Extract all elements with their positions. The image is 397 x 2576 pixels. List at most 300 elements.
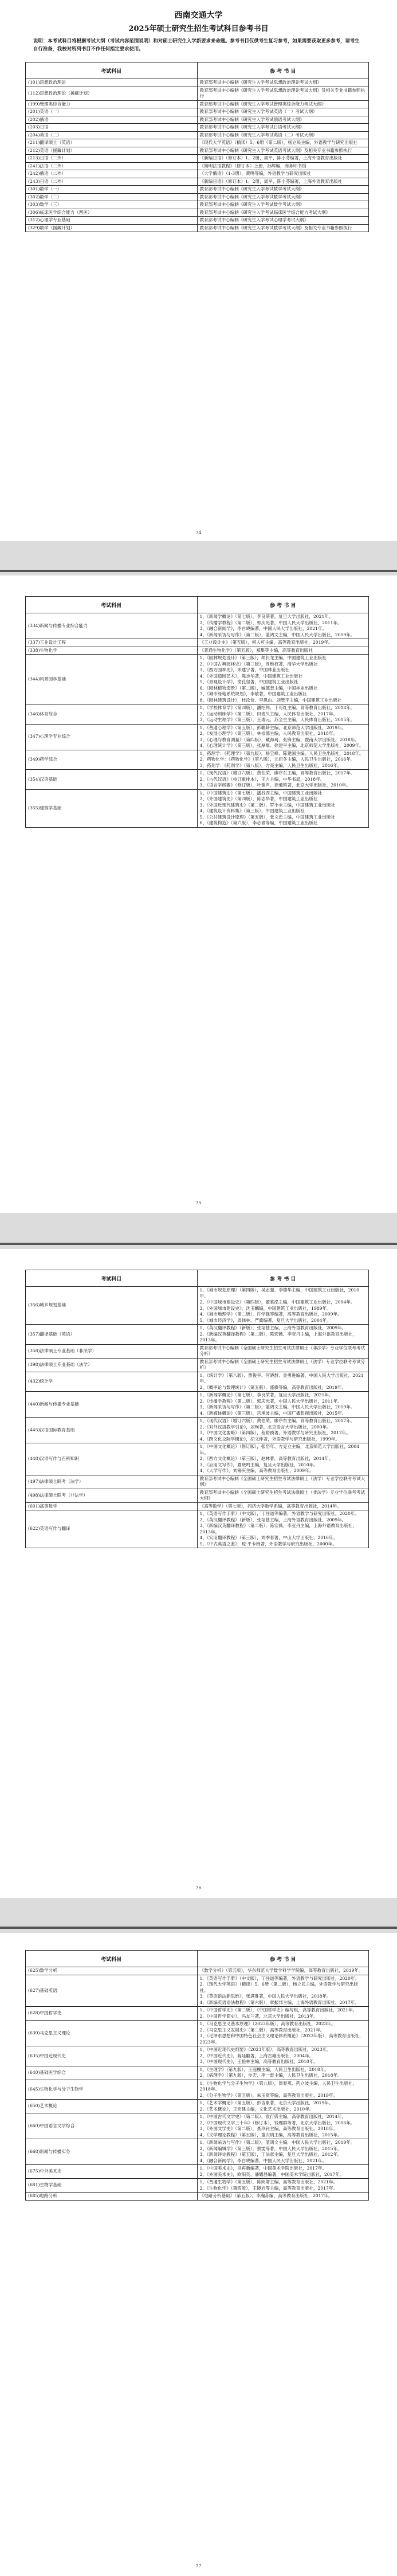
reference-books — [197, 2007, 369, 2021]
exam-subject: (312)心理学专业基础 — [26, 217, 198, 225]
reference-book-item: 2、《发展心理学》（第三版），林崇德主编，人民教育出版社，2018年。 — [199, 731, 338, 736]
reference-book-item: 1、《新闻学概论》（第七版），李良荣著，复旦大学出版社，2021年。 — [199, 614, 333, 619]
exam-subject: (199)管理类综合能力 — [26, 100, 198, 108]
table-row — [26, 1358, 369, 1372]
reference-books — [197, 1325, 369, 1345]
reference-books — [197, 217, 369, 225]
reference-book-item: 2、《马克思主义发展史》（第二版），高等教育出版社，2021年。 — [199, 2027, 325, 2033]
reference-books — [197, 647, 369, 655]
reference-book-item: 1、《学校体育学》（第四版），潘绍伟、于可红主编，高等教育出版社，2018年。 — [199, 705, 355, 710]
reference-book-item: 1、《中国美术史》，洪再新编著，中国美术学院出版社，2017年。 — [199, 2166, 327, 2171]
reference-book-item: 1、《马克思主义基本原理》（2023年版），高等教育出版社，2023年。 — [199, 2021, 336, 2026]
reference-book-item: 3、《中国现代史》，王桧林主编，高等教育出版社，2010年。 — [199, 2059, 318, 2064]
reference-books — [197, 724, 369, 750]
exam-subject: (358)法律硕士专业基础（非法学） — [26, 1344, 198, 1358]
exam-subject: (338)生物化学 — [26, 647, 198, 655]
exam-subject: (242)俄语（二外） — [26, 170, 198, 178]
reference-book-item: 2、《新编汉英翻译教程》（第二版），陈宏薇、李亚丹主编，上海外语教育出版社，2013年。 — [199, 1331, 357, 1342]
exam-subject: (448)汉语写作与百科知识 — [26, 1443, 198, 1475]
page-number: 75 — [195, 1200, 202, 1205]
reference-books — [197, 2046, 369, 2066]
table-row — [26, 124, 369, 132]
table-row — [26, 79, 369, 87]
table-row — [26, 217, 369, 225]
table-row — [26, 1489, 369, 1502]
reference-book-item: 3、《运动生理学》（第三版），王瑞元、苏全生主编，人民体育出版社，2015年。 — [199, 717, 355, 722]
reference-book-item: 1、《生理学》（第九版），王庭槐主编，人民卫生出版社，2018年。 — [199, 2066, 329, 2072]
table-row — [26, 162, 369, 170]
exam-subject: (356)城乡规划基础 — [26, 1287, 198, 1325]
reference-books — [197, 1392, 369, 1418]
reference-book-item: 2、《中国古典园林史》（第三版），周维权著，清华大学出版社 — [199, 661, 318, 667]
reference-books — [197, 124, 369, 132]
reference-book-item: 2、《病理学》（第九版），步宏、李一雷主编，人民卫生出版社，2018年。 — [199, 2073, 342, 2078]
reference-books — [197, 224, 369, 232]
reference-book-item: 教育部考试中心编制《研究生入学考试数学考试大纲》及相关专业书籍参照执行 — [199, 225, 352, 230]
table-row — [26, 2100, 369, 2113]
exam-subject: (650)艺术概论 — [26, 2100, 198, 2113]
table-row — [26, 647, 369, 655]
page-separator — [0, 1927, 397, 1929]
exam-subject: (346)体育综合 — [26, 704, 198, 725]
exam-subject: (303)数学（三） — [26, 201, 198, 209]
reference-book-item: 2、《生物化学》（第四版），王镜岩等主编，高等教育出版社，2017年。 — [199, 2185, 338, 2191]
table-row — [26, 613, 369, 639]
table-row — [26, 224, 369, 232]
table-row — [26, 1372, 369, 1392]
reference-book-item: 4、《大学写作》，刘锡庆主编，高等教育出版社，2009年。 — [199, 1468, 314, 1473]
table-row — [26, 1967, 369, 1975]
exam-subject: (306)临床医学综合能力（西医） — [26, 209, 198, 217]
table-row — [26, 655, 369, 704]
reference-book-item: 《电路分析基础》（第五版），李瀚荪编，高等教育出版社，2017年。 — [199, 2193, 333, 2198]
exam-subject: (349)药学综合 — [26, 750, 198, 770]
reference-book-item: 7、《城市绿地系统规划》，李敏著，中国建筑工业出版社 — [199, 691, 307, 696]
reference-book-item: 1、《城市规划原理》（第四版），吴志强、李德华主编，中国建筑工业出版社，2010年。 — [199, 1287, 360, 1299]
table-row — [26, 2007, 369, 2021]
exam-subject: (440)新闻与传播专业基础 — [26, 1392, 198, 1418]
reference-books — [197, 108, 369, 116]
page-separator — [0, 570, 397, 572]
reference-book-item: 教育部考试中心编制《研究生入学考试俄语考试大纲》 — [199, 116, 304, 122]
reference-books — [197, 186, 369, 194]
col-header-books: 参 考 书 目 — [197, 62, 369, 79]
exam-subject: (445)汉语国际教育基础 — [26, 1418, 198, 1443]
exam-subject: (347)心理学专业综合 — [26, 724, 198, 750]
reference-books — [197, 1975, 369, 2007]
reference-book-item: 教育部考试中心编制《研究生入学考试英语（一）考试大纲》 — [199, 109, 317, 114]
reference-book-item: 2、《中国城市建设史》（第四版），董鉴泓主编，中国建筑工业出版社，2004年。 — [199, 1299, 355, 1305]
reference-books — [197, 1287, 369, 1325]
school-name: 西南交通大学 — [174, 11, 223, 20]
reference-book-item: 3、《毛泽东思想和中国特色社会主义理论体系概论》（2023年版），高等教育出版社，2023年。 — [199, 2033, 364, 2045]
col-header-subject: 考试科目 — [26, 1951, 198, 1967]
reference-book-item: 2、《西方文化概论》（第三版），赵林著，高等教育出版社，2014年。 — [199, 1456, 333, 1461]
reference-book-item: 《高等数学》（第七版），同济大学数学系编，高等教育出版社，2014年。 — [199, 1503, 341, 1509]
reference-book-item: 3、《应用文写作》，夏晓鸣主编，复旦大学出版社，2010年。 — [199, 1462, 318, 1467]
col-header-books: 参 考 书 目 — [197, 597, 369, 613]
reference-books — [197, 655, 369, 704]
exam-subject: (302)数学（二） — [26, 193, 198, 201]
exam-subject: (329)数学（援藏计划） — [26, 224, 198, 232]
reference-books — [197, 2165, 369, 2179]
reference-book-item: 3、《外国文学史》（第二版），聂珍钊主编，高等教育出版社，2018年。 — [199, 2126, 338, 2131]
table-row — [26, 2179, 369, 2193]
exam-subject: (660)中国语言文学综合 — [26, 2113, 198, 2139]
table-row — [26, 116, 369, 124]
exam-subject: (625)数学分析 — [26, 1967, 198, 1975]
reference-book-item: 教育部考试中心编制《研究生入学考试数学考试大纲》 — [199, 186, 304, 191]
exam-subject: (112)思想政治理论（援藏计划） — [26, 87, 198, 100]
reference-book-item: 1、《英汉翻译教程》（新版），张培基主编，上海外语教育出版社，2009年。 — [199, 1325, 347, 1330]
exam-subject: (204)英语（二） — [26, 131, 198, 139]
reference-books — [197, 1358, 369, 1372]
exam-subject: (357)翻译基础（英语） — [26, 1325, 198, 1345]
reference-book-item: 3、《中国文化要略》（第四版），程裕祯著，外语教学与研究出版社，2017年。 — [199, 1430, 351, 1435]
exam-subject: (334)新闻与传播专业综合能力 — [26, 613, 198, 639]
exam-subject: (213)日语（二外） — [26, 155, 198, 163]
reference-book-item: 1、《中国古代文学史》（第二版），袁行霈主编，高等教育出版社，2014年。 — [199, 2114, 347, 2119]
reference-book-item: 教育部考试中心编制《研究生入学考试思想政治理论考试大纲》及相关专业书籍参照执行 — [199, 87, 365, 99]
table-row — [26, 201, 369, 209]
reference-book-item: 1、药理学：《药理学》（第九版），杨宝峰、陈建国主编，人民卫生出版社，2018年。 — [199, 750, 364, 756]
exam-subject: (344)风景园林基础 — [26, 655, 198, 704]
reference-book-item: 1、《普通生物学》（第五版），陈阅增主编，高等教育出版社，2021年。 — [199, 2179, 338, 2184]
table-row — [26, 1510, 369, 1548]
reference-book-item: 教育部考试中心编制《研究生入学考试管理类综合能力考试大纲》 — [199, 101, 326, 107]
reference-book-item: 1、《新闻采访与写作》（第二版），蓝鸿文主编，中国人民大学出版社，2019年。 — [199, 2140, 355, 2145]
exam-subject: (635)中国近现代史 — [26, 2046, 198, 2066]
reference-book-item: 1、《新闻学概论》（第七版），李良荣著，复旦大学出版社，2021年。 — [199, 1392, 333, 1397]
reference-books — [197, 2021, 369, 2046]
table-row — [26, 2021, 369, 2046]
reference-books — [197, 131, 369, 139]
exam-subject: (668)新闻与传播实务 — [26, 2139, 198, 2165]
table-row — [26, 193, 369, 201]
exam-subject: (202)俄语 — [26, 116, 198, 124]
reference-book-item: 1、《中国近现代史纲要》（2023年版），高等教育出版社，2023年。 — [199, 2047, 332, 2052]
document-page-1 — [0, 0, 397, 541]
reference-book-item: 2、《古代汉语》（校订重排本），王力主编，中华书局，2018年。 — [199, 776, 325, 782]
reference-book-item: 2、《艺术概论》，王宏建主编，文化艺术出版社，2010年。 — [199, 2106, 314, 2112]
reference-books — [197, 639, 369, 647]
table-row — [26, 1975, 369, 2007]
reference-books — [197, 201, 369, 209]
reference-book-item: 1、《艺术学概论》（第五版），彭吉象著，北京大学出版社，2019年。 — [199, 2100, 333, 2105]
reference-books — [197, 2193, 369, 2201]
reference-books — [197, 1510, 369, 1548]
reference-book-item: 1、《园林规划设计》（第三版），胡长龙主编，中国建筑工业出版社 — [199, 655, 327, 660]
exam-subject: (101)思想政治理论 — [26, 79, 198, 87]
reference-book-item: 教育部考试中心编制《全国硕士研究生招生考试法律硕士（法学）专业学位联考考试分析》 — [199, 1359, 365, 1370]
reference-book-item: 3、《新闻评论教程》（第五版），丁法章主编，复旦大学出版社，2012年。 — [199, 2152, 342, 2157]
document-page-2 — [0, 576, 397, 1213]
catalog-table — [25, 1270, 369, 1548]
col-header-books: 参 考 书 目 — [197, 1951, 369, 1967]
page-number: 77 — [195, 2563, 202, 2569]
reference-book-item: 2、《中国哲学简史》，冯友兰著，北京大学出版社，2013年。 — [199, 2013, 318, 2019]
exam-subject: (675)中外美术史 — [26, 2165, 198, 2179]
exam-subject: (601)高等数学 — [26, 1502, 198, 1510]
table-row — [26, 100, 369, 108]
reference-books — [197, 750, 369, 770]
table-row — [26, 87, 369, 100]
reference-book-item: 2、《传播学教程》（第二版），郭庆光著，中国人民大学出版社，2011年。 — [199, 1398, 342, 1404]
reference-books — [197, 2080, 369, 2100]
reference-book-item: 教育部考试中心编制《研究生入学考试数学考试大纲》 — [199, 202, 304, 207]
table-row — [26, 139, 369, 147]
reference-book-item: 1、《统计学》（第八版），贾俊平、何晓群、金勇进编著，中国人民大学出版社，2021年。 — [199, 1372, 364, 1384]
reference-book-item: 3、《西方园林史》，朱建宁著，中国林业出版社 — [199, 667, 290, 672]
table-row — [26, 1392, 369, 1418]
reference-book-item: 《简明法语教程》（修订本）上册，孙辉编，商务印书馆 — [199, 163, 306, 169]
reference-book-item: 4、《跨文化交际学概论》，胡文仲著，外语教学与研究出版社，1999年。 — [199, 1436, 340, 1442]
exam-subject: (432)统计学 — [26, 1372, 198, 1392]
reference-book-item: 《工业设计史》（第五版），何人可主编，高等教育出版社，2019年。 — [199, 640, 333, 645]
reference-book-item: 4、《新闻采访与写作》（第二版），蓝鸿文主编，中国人民大学出版社，2019年。 — [199, 632, 355, 637]
table-row — [26, 1475, 369, 1489]
reference-book-item: 4、《心理统计学》（第三版），张厚粲、徐建平主编，北京师范大学出版社，2009年。 — [199, 743, 364, 748]
col-header-subject: 考试科目 — [26, 1270, 198, 1287]
reference-book-item: 《大学俄语》（1-3册），黄鸣等编，外语教学与研究出版社 — [199, 171, 311, 176]
reference-books — [197, 162, 369, 170]
reference-book-item: 4、《新编英语语法教程》（第六版），章振邦主编，上海外语教育出版社，2017年。 — [199, 1999, 360, 2005]
document-page-3 — [0, 1249, 397, 1898]
reference-book-item: 教育部考试中心编制《研究生入学考试思想政治理论考试大纲》 — [199, 80, 322, 85]
table-row — [26, 704, 369, 725]
reference-book-item: 3、《英语语法新思维》，张满胜著，中国人民大学出版社，2018年。 — [199, 1994, 331, 1999]
table-row — [26, 209, 369, 217]
reference-books — [197, 789, 369, 827]
table-row — [26, 178, 369, 186]
reference-book-item: 4、《外国造园艺术》，陈志华著，中国建筑工业出版社 — [199, 673, 302, 679]
reference-books — [197, 79, 369, 87]
catalog-table — [25, 1950, 369, 2201]
reference-book-item: 教育部考试中心编制《研究生入学考试心理学考试大纲》 — [199, 217, 309, 222]
reference-book-item: 2、《外国美术史》，欧阳英、潘耀昌编著，中国美术学院出版社，2017年。 — [199, 2171, 344, 2177]
reference-book-item: 1、《中国文化概论》（修订版），张岱年、方克立主编，北京师范大学出版社，2004年。 — [199, 1444, 360, 1455]
reference-book-item: 3、《外国近现代建筑史》（第二版），罗小未主编，中国建筑工业出版社 — [199, 802, 335, 808]
reference-books — [197, 209, 369, 217]
reference-book-item: 教育部考试中心编制《全国硕士研究生招生考试法律硕士（非法学）专业学位联考考试大纲》 — [199, 1489, 365, 1501]
reference-book-item: 《普通生物化学》（第五版），郑集等主编，高等教育出版社 — [199, 647, 313, 653]
reference-book-item: 1、《现代汉语》（增订六版），黄伯荣、廖序东主编，高等教育出版社，2017年。 — [199, 770, 355, 776]
exam-subject: (681)生物学基础 — [26, 2179, 198, 2193]
reference-books — [197, 2179, 369, 2193]
reference-book-item: 2、《新闻编辑学》（第三版），蔡雯等著，中国人民大学出版社，2015年。 — [199, 2146, 342, 2151]
reference-books — [197, 147, 369, 155]
reference-book-item: 5、《公共建筑设计原理》（第五版），张文忠主编，中国建筑工业出版社 — [199, 814, 335, 820]
exam-subject: (398)法律硕士专业基础（法学） — [26, 1358, 198, 1372]
reference-book-item: 4、《新媒体概论》（第三版），宫承波主编，中国广播影视出版社，2015年。 — [199, 1410, 347, 1416]
reference-books — [197, 1489, 369, 1502]
reference-books — [197, 170, 369, 178]
reference-books — [197, 178, 369, 186]
reference-books — [197, 2113, 369, 2139]
exam-subject: (685)电路分析 — [26, 2193, 198, 2201]
col-header-books: 参 考 书 目 — [197, 1270, 369, 1287]
reference-books — [197, 193, 369, 201]
table-row — [26, 750, 369, 770]
exam-subject: (640)基础医学综合 — [26, 2066, 198, 2080]
reference-book-item: 2、《外国建筑史》（第四版），陈志华著，中国建筑工业出版社 — [199, 796, 318, 801]
reference-book-item: 6、《园林植物造景》（第二版），臧德奎主编，中国林业出版社 — [199, 685, 318, 691]
table-row — [26, 1325, 369, 1345]
reference-book-item: 2、《英汉翻译教程》（新版），张培基主编，上海外语教育出版社，2009年。 — [199, 1517, 347, 1522]
reference-book-item: 2、《对外汉语教学引论》，刘珣著，北京语言大学出版社，2000年。 — [199, 1424, 331, 1430]
reference-book-item: 《新编日语》（修订本）1、2册，周平、陈小芬编著，上海外语教育出版社 — [199, 178, 343, 184]
reference-book-item: 3、《外国城市建设史》，沈玉麟编，中国建筑工业出版社，1989年。 — [199, 1305, 331, 1311]
reference-book-item: 教育部考试中心编制《研究生入学考试日语考试大纲》 — [199, 124, 304, 130]
reference-book-item: 2、《中国现代文学三十年》（修订本），钱理群等著，北京大学出版社，2016年。 — [199, 2120, 355, 2125]
document-note: 说明：本考试科目将根据考试大纲（考试内容范围说明）和对硕士研究生入学新要求来命题。参考书目仅供考生复习参考，如果需要获取更多参考，请考生自行准备，我校对所列书目不作任何指定要求使用。 — [33, 38, 360, 52]
reference-books — [197, 155, 369, 163]
table-row — [26, 131, 369, 139]
col-header-subject: 考试科目 — [26, 597, 198, 613]
table-row — [26, 1418, 369, 1443]
table-row — [26, 2193, 369, 2201]
reference-books — [197, 770, 369, 790]
reference-book-item: 1、《英语写作手册》（中文版），丁往道等编著，外语教学与研究出版社，2020年。 — [199, 1975, 360, 1981]
reference-book-item: 3、《语言学纲要》（修订版），叶蜚声、徐通锵著，北京大学出版社，2010年。 — [199, 782, 351, 788]
reference-books — [197, 87, 369, 100]
reference-books — [197, 2066, 369, 2080]
page-number: 74 — [195, 530, 202, 535]
reference-books — [197, 2100, 369, 2113]
table-row — [26, 1443, 369, 1475]
reference-book-item: 6、《建筑构造》（第六版），李必瑜等编，中国建筑工业出版社 — [199, 820, 318, 825]
reference-book-item: 教育部考试中心编制《研究生入学考试英语（二）考试大纲》 — [199, 132, 317, 138]
exam-subject: (355)建筑学基础 — [26, 789, 198, 827]
table-row — [26, 770, 369, 790]
table-row — [26, 2046, 369, 2066]
exam-subject: (212)英语（援藏计划） — [26, 147, 198, 155]
reference-book-item: 教育部考试中心编制《全国硕士研究生招生考试法律硕士（非法学）专业学位联考考试分析》 — [199, 1345, 365, 1356]
table-row — [26, 186, 369, 194]
exam-subject: (211)翻译硕士（英语） — [26, 139, 198, 147]
reference-book-item: 1、《生物化学与分子生物学》（第九版），周春燕、药立波主编，人民卫生出版社，2018年。 — [199, 2080, 357, 2092]
table-row — [26, 1344, 369, 1358]
reference-book-item: 2、《中国近代史》，蒋廷黻著，上海古籍出版社，2004年。 — [199, 2053, 314, 2058]
reference-book-item: 4、《融合新闻学》，李白晓编著，中国人民大学出版社，2021年。 — [199, 2158, 327, 2163]
reference-books — [197, 1967, 369, 1975]
exam-subject: (627)基础英语 — [26, 1975, 198, 2007]
exam-subject: (630)马克思主义理论 — [26, 2021, 198, 2046]
table-row — [26, 2080, 369, 2100]
table-row — [26, 2066, 369, 2080]
table-row — [26, 2113, 369, 2139]
reference-book-item: 5、《景观设计学》，俞孔坚著，中国建筑工业出版社 — [199, 679, 298, 684]
reference-book-item: 4、《城市地理学》（第二版），许学强等编著，高等教育出版社，2009年。 — [199, 1312, 342, 1317]
reference-book-item: 《现代大学英语》（精读）5、6册（第二版），杨立民主编，外语教学与研究出版社 — [199, 140, 357, 145]
reference-book-item: 3、《新编汉英翻译教程》（第二版），陈宏薇、李亚丹主编，上海外语教育出版社，2013年。 — [199, 1523, 357, 1534]
table-row — [26, 1287, 369, 1325]
reference-book-item: 3、药剂学：《药剂学》（第八版），方亮主编，人民卫生出版社，2016年。 — [199, 762, 342, 768]
exam-subject: (301)数学（一） — [26, 186, 198, 194]
table-row — [26, 1502, 369, 1510]
reference-book-item: 教育部考试中心编制《全国硕士研究生招生考试法律硕士（法学）专业学位联考考试大纲》 — [199, 1475, 365, 1487]
reference-book-item: 3、《新闻采访与写作》（第二版），蓝鸿文主编，中国人民大学出版社，2019年。 — [199, 1404, 355, 1410]
table-row — [26, 170, 369, 178]
reference-book-item: 5、《城市经济学》，周伟林、严冀编著，复旦大学出版社，2004年。 — [199, 1317, 331, 1323]
exam-subject: (241)法语（二外） — [26, 162, 198, 170]
reference-book-item: 1、《现代汉语》（增订六版），黄伯荣、廖序东主编，高等教育出版社，2017年。 — [199, 1418, 355, 1423]
reference-book-item: 4、《实用翻译教程》（第三版），刘季春著，中山大学出版社，2016年。 — [199, 1535, 338, 1540]
reference-book-item: 5、《中式英语之鉴》，琼·平卡姆著，外语教学与研究出版社，2000年。 — [199, 1541, 337, 1547]
reference-book-item: 2、《运动训练学》（第二版），田麦久主编，人民体育出版社，2017年。 — [199, 711, 338, 717]
table-row — [26, 155, 369, 163]
reference-book-item: 8、《园林建筑设计》，杜汝俭、李恩山、刘管平主编，中国建筑工业出版社 — [199, 697, 342, 703]
reference-book-item: 2、《现代大学英语》（精读）5、6册（第二版），杨立民主编，外语教学与研究出版社。 — [199, 1982, 358, 1993]
reference-book-item: 教育部考试中心编制《研究生入学考试英语考试大纲》及相关专业书籍参照执行 — [199, 147, 352, 153]
exam-subject: (337)工业设计工程 — [26, 639, 198, 647]
reference-book-item: 2、《分子生物学》（第五版），朱玉贤等编，高等教育出版社，2019年。 — [199, 2092, 338, 2098]
reference-book-item: 3、《心理与教育测量》（第四版），戴海琦、张锋主编，暨南大学出版社，2018年。 — [199, 737, 360, 742]
reference-books — [197, 1344, 369, 1358]
table-row — [26, 639, 369, 647]
reference-books — [197, 1443, 369, 1475]
catalog-table — [25, 596, 369, 828]
reference-book-item: 4、《文学理论教程》（第五版），童庆炳主编，高等教育出版社，2015年。 — [199, 2132, 342, 2137]
reference-books — [197, 1418, 369, 1443]
reference-books — [197, 1475, 369, 1489]
exam-subject: (201)英语（一） — [26, 108, 198, 116]
reference-book-item: 4、《建筑设计资料集》（第三版），中国建筑工业出版社 — [199, 808, 305, 813]
reference-books — [197, 2139, 369, 2165]
exam-subject: (497)法律硕士联考（法学） — [26, 1475, 198, 1489]
reference-books — [197, 116, 369, 124]
exam-subject: (354)汉语基础 — [26, 770, 198, 790]
reference-book-item: 1、《普通心理学》（第五版），彭聃龄主编，北京师范大学出版社，2019年。 — [199, 725, 347, 730]
table-row — [26, 2165, 369, 2179]
document-page-4 — [0, 1933, 397, 2576]
reference-book-item: 2、《概率论与数理统计》（第五版），盛骤等编，高等教育出版社，2019年。 — [199, 1384, 347, 1390]
page-separator — [0, 1243, 397, 1245]
reference-book-item: 3、《融合新闻学》，李白晓编著，中国人民大学出版社，2021年。 — [199, 626, 327, 631]
reference-books — [197, 100, 369, 108]
reference-book-item: 教育部考试中心编制《研究生入学考试数学考试大纲》 — [199, 194, 304, 199]
table-row — [26, 108, 369, 116]
exam-subject: (498)法律硕士联考（非法学） — [26, 1489, 198, 1502]
reference-books — [197, 139, 369, 147]
reference-books — [197, 1372, 369, 1392]
table-row — [26, 2139, 369, 2165]
page-number: 76 — [195, 1885, 202, 1890]
reference-book-item: 1、《英语写作手册》（中文版），丁往道等编著，外语教学与研究出版社，2020年。 — [199, 1511, 360, 1516]
exam-subject: (628)中国哲学史 — [26, 2007, 198, 2021]
reference-book-item: 1、《中国哲学史》（第二版），《中国哲学史》编写组，高等教育出版社，2021年。 — [199, 2007, 357, 2013]
catalog-table — [25, 62, 369, 232]
table-row — [26, 724, 369, 750]
reference-book-item: 1、《中国建筑史》（第七版），潘谷西主编，中国建筑工业出版社 — [199, 790, 323, 796]
table-row — [26, 789, 369, 827]
col-header-subject: 考试科目 — [26, 62, 198, 79]
table-row — [26, 147, 369, 155]
exam-subject: (645)生物化学与分子生物学 — [26, 2080, 198, 2100]
reference-book-item: 《新编日语》（修订本）1、2册，周平、陈小芬编著，上海外语教育出版社 — [199, 155, 343, 160]
document-title: 2025年硕士研究生招生考试科目参考书目 — [128, 25, 269, 33]
reference-book-item: 教育部考试中心编制《研究生入学考试临床医学综合能力考试大纲》 — [199, 209, 331, 215]
exam-subject: (622)英语写作与翻译 — [26, 1510, 198, 1548]
reference-book-item: 2、《传播学教程》（第二版），郭庆光著，中国人民大学出版社，2011年。 — [199, 620, 342, 625]
reference-books — [197, 613, 369, 639]
reference-book-item: 2、药物化学：《药物化学》（第八版），尤启冬主编，人民卫生出版社，2016年。 — [199, 757, 355, 762]
reference-book-item: 《数学分析》（第五版），华东师范大学数学科学学院编，高等教育出版社，2019年。 — [199, 1968, 363, 1973]
reference-books — [197, 704, 369, 725]
exam-subject: (243)日语（二外） — [26, 178, 198, 186]
reference-books — [197, 1502, 369, 1510]
exam-subject: (203)日语 — [26, 124, 198, 132]
